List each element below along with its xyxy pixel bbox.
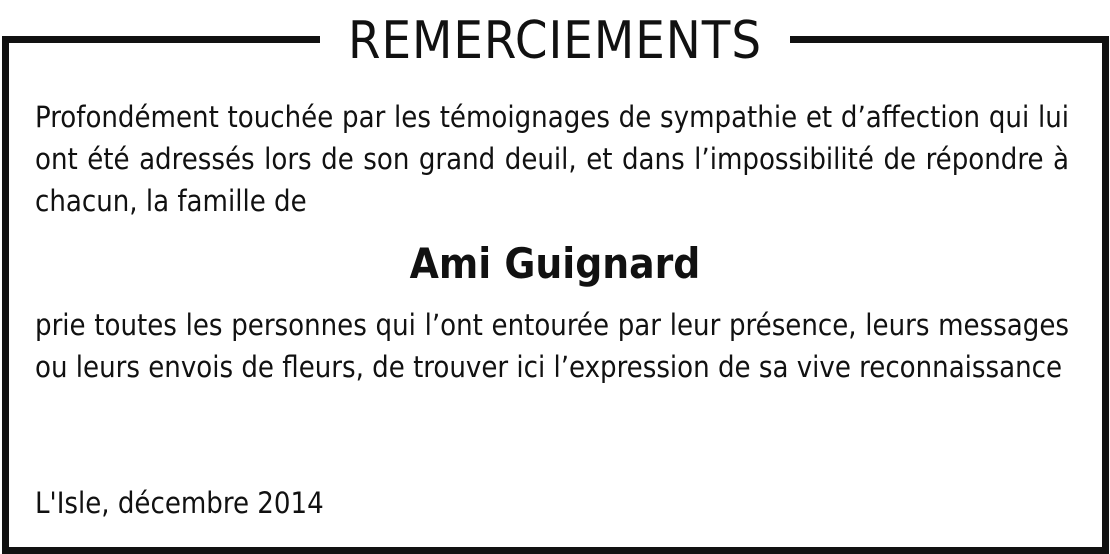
notice-heading: REMERCIEMENTS: [320, 6, 790, 76]
family-name: Ami Guignard: [409, 239, 701, 288]
place-date: L'Isle, décembre 2014: [35, 486, 324, 520]
intro-paragraph: Profondément touchée par les témoignages de sympathie et d’affection qui lui ont été adressés lors de son grand deuil, et dans l’impossibilité de répondre à chacun, la famille de: [35, 100, 1069, 218]
message-paragraph: prie toutes les personnes qui l’ont entourée par leur présence, leurs messages ou leurs envois de fleurs, de trouver ici l’expression de sa vive reconnaissance: [35, 308, 1069, 384]
